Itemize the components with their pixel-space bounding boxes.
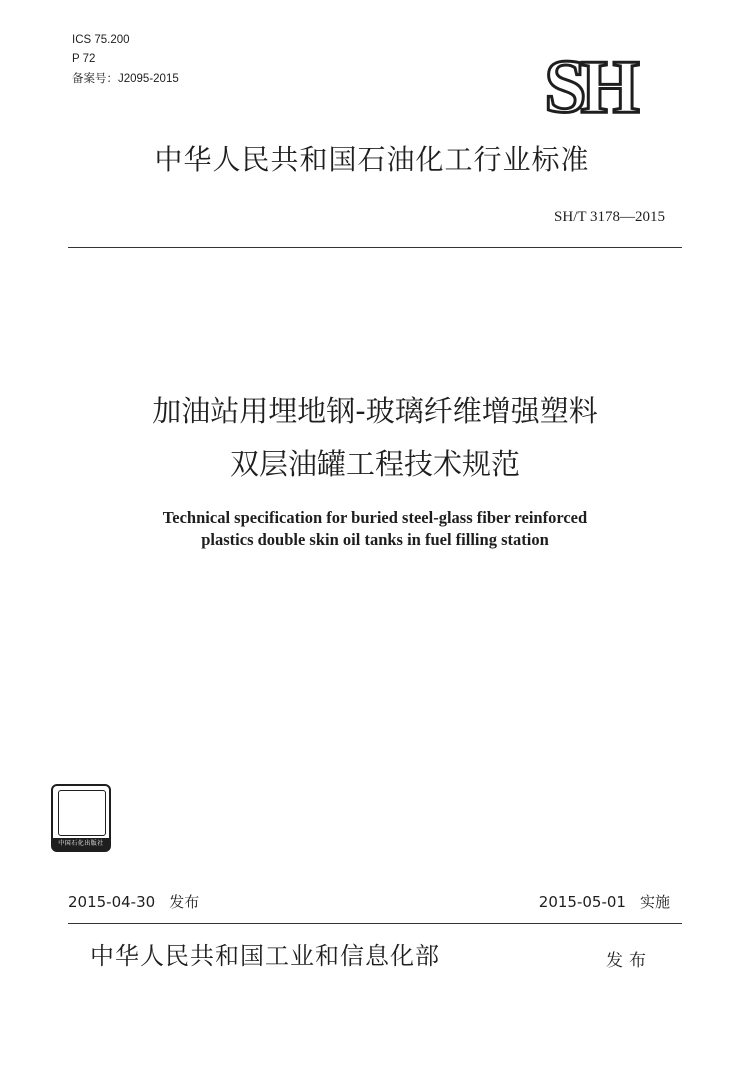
standard-number: SH/T 3178—2015 [554, 209, 665, 225]
implement-date-row [539, 891, 670, 912]
industry-standard-title: 中华人民共和国石油化工行业标准 [154, 143, 590, 176]
footer-divider [68, 923, 682, 924]
stamp-frame [58, 790, 106, 836]
sh-logo: SH [544, 45, 634, 129]
english-title-line-1: Technical specification for buried steel-glass fiber reinforced [162, 508, 588, 527]
issued-label: 发布 [606, 951, 652, 971]
publish-date: 2015-04-30 [68, 893, 156, 911]
header-divider [68, 247, 682, 248]
english-title-line-2: plastics double skin oil tanks in fuel filling station [201, 530, 549, 549]
publish-label: 发布 [169, 893, 200, 911]
chinese-title-line-1: 加油站用埋地钢-玻璃纤维增强塑料 [152, 394, 598, 428]
record-number: 备案号：J2095-2015 [72, 73, 179, 85]
publisher-stamp [51, 784, 111, 852]
implement-label: 实施 [639, 893, 670, 911]
chinese-title-line-2: 双层油罐工程技术规范 [229, 447, 520, 481]
stamp-text: 中国石化出版社 [53, 838, 109, 850]
issuing-authority: 中华人民共和国工业和信息化部 [90, 942, 440, 970]
implement-date: 2015-05-01 [538, 893, 626, 911]
ics-code: ICS 75.200 [72, 34, 130, 46]
classification-code: P 72 [72, 53, 96, 65]
publish-date-row [68, 891, 199, 912]
